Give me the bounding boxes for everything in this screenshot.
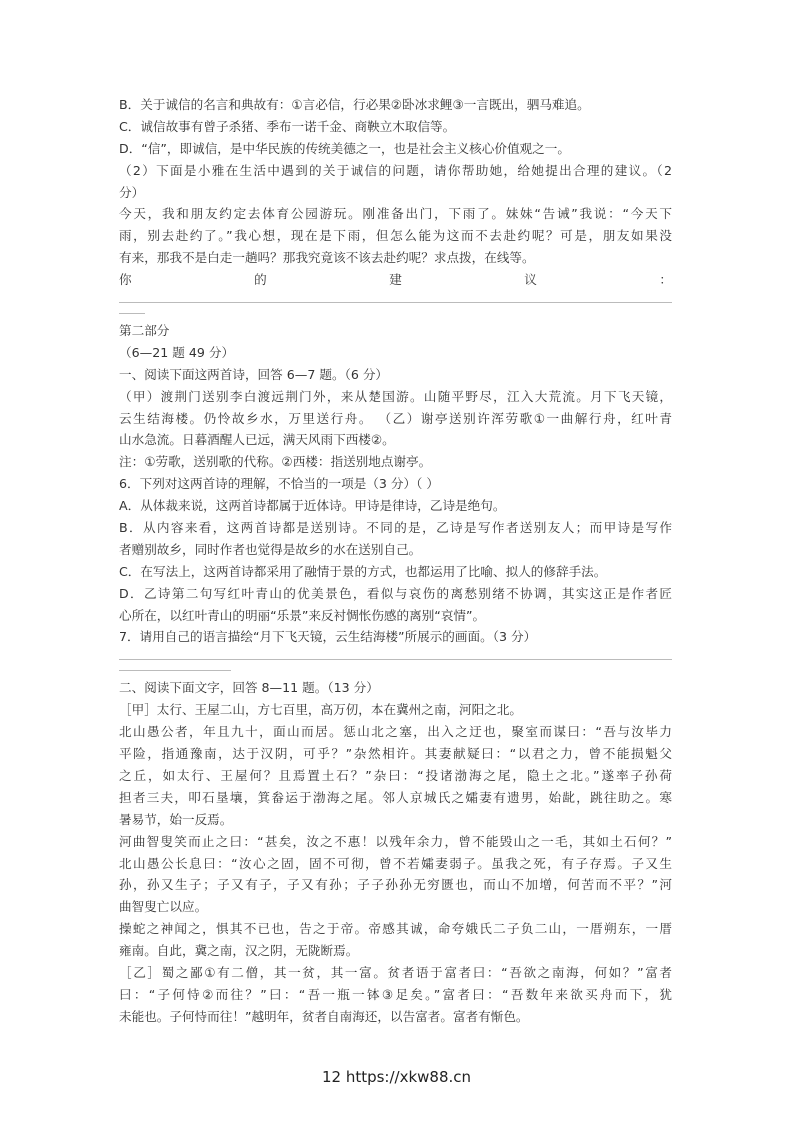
text-line: 二、阅读下面文字，回答 8—11 题。（13 分）: [119, 680, 379, 696]
paragraph: [119, 699, 672, 721]
text-line: 操蛇之神闻之，惧其不已也，告之于帝。帝感其诚，命夸娥氏二子负二山，一厝朔东，一厝: [119, 921, 672, 937]
divider: [119, 670, 231, 671]
text-line: 6．下列对这两首诗的理解，不恰当的一项是（3 分）（ ）: [119, 476, 439, 492]
text-line: ［甲］太行、王屋二山，方七百里，高万仞，本在冀州之南，河阳之北。: [119, 702, 522, 718]
paragraph: [119, 831, 672, 919]
paragraph: [119, 364, 672, 386]
text-line: C．诚信故事有曾子杀猪、季布一诺千金、商鞅立木取信等。: [119, 118, 456, 134]
paragraph: [119, 342, 672, 364]
text-line: 心所在，以红叶青山的明丽“乐景”来反衬惆怅伤感的离别“哀情”。: [119, 607, 486, 623]
text-line: （2）下面是小雅在生活中遇到的关于诚信的问题，请你帮助她，给她提出合理的建议。（2: [119, 162, 672, 178]
divider: [119, 313, 145, 314]
footer-url[interactable]: https://xkw88.cn: [345, 1068, 472, 1086]
paragraph: [119, 138, 672, 160]
text-line: 第二部分: [119, 323, 170, 339]
text-line: 雍南。自此，冀之南，汉之阴，无陇断焉。: [119, 943, 359, 959]
text-line: 之丘，如太行、王屋何？且焉置土石？”杂曰：“投诸渤海之尾，隐土之北。”遂率子孙荷: [119, 767, 672, 783]
text-line: 曲智叟亡以应。: [119, 899, 208, 915]
paragraph: [119, 918, 672, 962]
paragraph: [119, 721, 672, 830]
paragraph: [119, 517, 672, 561]
text-line: 曰：“子何恃②而往？”曰：“吾一瓶一钵③足矣。”富者曰：“吾数年来欲买舟而下，犹: [119, 986, 672, 1002]
text-line: 7．请用自己的语言描绘“月下飞天镜，云生结海楼”所展示的画面。（3 分）: [119, 629, 537, 645]
text-line: A．从体裁来说，这两首诗都属于近体诗。甲诗是律诗，乙诗是绝句。: [119, 498, 506, 514]
text-line: 一、阅读下面这两首诗，回答 6—7 题。（6 分）: [119, 366, 389, 382]
paragraph: [119, 320, 672, 342]
text-line: 有来，那我不是白走一趟吗？那我究竟该不该去赴约呢？求点拨，在线等。: [119, 250, 535, 266]
paragraph: [119, 160, 672, 204]
text-line: D．乙诗第二句写红叶青山的优美景色，看似与哀伤的离愁别绪不协调，其实这正是作者匠: [119, 585, 672, 601]
text-line: 平险，指通豫南，达于汉阴，可乎？”杂然相许。其妻献疑曰：“以君之力，曾不能损魁父: [119, 746, 672, 762]
answer-line: [119, 302, 672, 303]
text-line: 担者三夫，叩石垦壤，箕畚运于渤海之尾。邻人京城氏之孀妻有遗男，始龀，跳往助之。寒: [119, 789, 672, 805]
text-line: 者赠别故乡，同时作者也觉得是故乡的水在送别自己。: [119, 541, 422, 557]
text-line: 未能也。子何恃而往！”越明年，贫者自南海还，以告富者。富者有惭色。: [119, 1008, 529, 1024]
text-line: D．“信”，即诚信，是中华民族的传统美德之一，也是社会主义核心价值观之一。: [119, 140, 570, 156]
paragraph: [119, 94, 672, 116]
text-line: （甲）渡荆门送别李白渡远荆门外，来从楚国游。山随平野尽，江入大荒流。月下飞天镜，: [119, 388, 672, 404]
page-footer: [0, 1068, 793, 1086]
text-line: B．关于诚信的名言和典故有：①言必信，行必果②卧冰求鲤③一言既出，驷马难追。: [119, 97, 590, 112]
paragraph: [119, 626, 672, 648]
text-line: 今天，我和朋友约定去体育公园游玩。刚准备出门，下雨了。妹妹“告诫”我说：“今天下: [119, 206, 672, 222]
text-line: 孙，孙又生子；子又有子，子又有孙；子子孙孙无穷匮也，而山不加增，何苦而不平？”河: [119, 877, 672, 893]
text-line: ［乙］蜀之鄙①有二僧，其一贫，其一富。贫者语于富者曰：“吾欲之南海，何如？”富者: [119, 964, 672, 980]
paragraph: [119, 473, 672, 495]
paragraph: [119, 677, 672, 699]
text-line: （6—21 题 49 分）: [119, 344, 235, 360]
text-line: B．从内容来看，这两首诗都是送别诗。不同的是，乙诗是写作者送别友人；而甲诗是写作: [119, 520, 672, 536]
paragraph: [119, 583, 672, 627]
text-line: 分）: [119, 184, 145, 200]
paragraph: [119, 962, 672, 1028]
paragraph: [119, 561, 672, 583]
paragraph: [119, 495, 672, 517]
text-line: C．在写法上，这两首诗都采用了融情于景的方式，也都运用了比喻、拟人的修辞手法。: [119, 563, 607, 579]
answer-line: [119, 659, 672, 660]
paragraph: [119, 386, 672, 452]
paragraph: [119, 451, 672, 473]
text-line: 雨，别去赴约了。”我心想，现在是下雨，但怎么能为这而不去赴约呢？可是，朋友如果没: [119, 228, 672, 244]
page-number: 12: [321, 1068, 342, 1086]
text-line: 暑易节，始一反焉。: [119, 811, 233, 827]
paragraph: [119, 203, 672, 269]
suggestion-prompt: 你 的 建 议 ：: [119, 272, 672, 288]
text-line: 北山愚公者，年且九十，面山而居。惩山北之塞，出入之迂也，聚室而谋曰：“吾与汝毕力: [119, 724, 672, 740]
text-line: 山水急流。日暮酒醒人已远，满天风雨下西楼②。: [119, 432, 395, 448]
text-line: 注：①劳歌，送别歌的代称。②西楼：指送别地点谢亭。: [119, 454, 432, 470]
document-body: [119, 94, 672, 1028]
text-line: 河曲智叟笑而止之曰：“甚矣，汝之不惠！以残年余力，曾不能毁山之一毛，其如土石何？”: [119, 833, 672, 849]
text-line: 云生结海楼。仍怜故乡水，万里送行舟。 （乙）谢亭送别许浑劳歌①一曲解行舟，红叶青: [119, 410, 672, 426]
paragraph: [119, 116, 672, 138]
text-line: 北山愚公长息曰：“汝心之固，固不可彻，曾不若孀妻弱子。虽我之死，有子存焉。子又生: [119, 855, 672, 871]
